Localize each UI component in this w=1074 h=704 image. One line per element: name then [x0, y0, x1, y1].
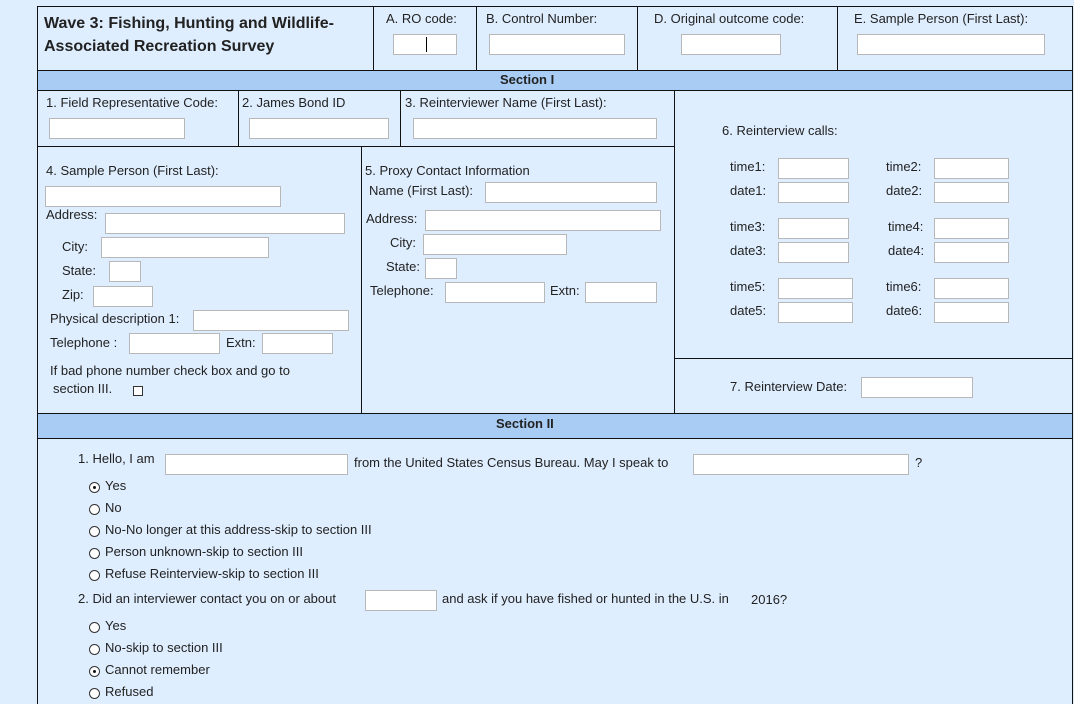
reinterview-date-label: 7. Reinterview Date:	[730, 379, 848, 394]
time3-label: time3:	[730, 219, 766, 234]
date4-label: date4:	[888, 243, 925, 258]
divider	[400, 90, 401, 146]
divider	[1072, 6, 1073, 704]
telephone-label: Telephone :	[50, 335, 118, 350]
proxy-state-label: State:	[386, 259, 420, 274]
sample-person-4-label: 4. Sample Person (First Last):	[46, 163, 219, 178]
address-label: Address:	[46, 207, 98, 222]
speak-to-input[interactable]	[693, 454, 909, 475]
proxy-contact-label: 5. Proxy Contact Information	[365, 163, 530, 178]
divider	[37, 438, 1073, 439]
q2-radio-1[interactable]	[89, 644, 100, 655]
q1-option-label: Person unknown-skip to section III	[105, 544, 303, 559]
city-label: City:	[62, 239, 88, 254]
q1-option-label: Refuse Reinterview-skip to section III	[105, 566, 319, 581]
reinterview-calls-label: 6. Reinterview calls:	[722, 123, 838, 138]
date3-input[interactable]	[778, 242, 849, 263]
control-number-label: B. Control Number:	[486, 11, 598, 26]
section-1-title: Section I	[500, 72, 555, 87]
proxy-telephone-label: Telephone:	[370, 283, 434, 298]
q2-radio-0[interactable]	[89, 622, 100, 633]
state-label: State:	[62, 263, 96, 278]
time2-label: time2:	[886, 159, 922, 174]
date3-label: date3:	[730, 243, 767, 258]
proxy-address-label: Address:	[366, 211, 418, 226]
divider	[674, 358, 1073, 359]
time4-input[interactable]	[934, 218, 1009, 239]
address-input[interactable]	[105, 213, 345, 234]
proxy-city-label: City:	[390, 235, 416, 250]
interviewer-name-input[interactable]	[165, 454, 348, 475]
q2-option-label: No-skip to section III	[105, 640, 223, 655]
field-rep-label: 1. Field Representative Code:	[46, 95, 218, 110]
date2-input[interactable]	[934, 182, 1009, 203]
bad-phone-checkbox[interactable]	[133, 386, 143, 396]
sample-person-input[interactable]	[857, 34, 1045, 55]
q1-option-label: No-No longer at this address-skip to section III	[105, 522, 372, 537]
form-title: Wave 3: Fishing, Hunting and Wildlife-	[44, 15, 334, 32]
q1-prefix: 1. Hello, I am	[78, 451, 155, 466]
time5-input[interactable]	[778, 278, 853, 299]
section-2-title: Section II	[496, 416, 554, 431]
time2-input[interactable]	[934, 158, 1009, 179]
divider	[37, 146, 674, 147]
section-1-header	[37, 70, 1073, 90]
time1-input[interactable]	[778, 158, 849, 179]
divider	[674, 90, 675, 413]
q2-option-label: Yes	[105, 618, 127, 633]
time4-label: time4:	[888, 219, 924, 234]
sample-person-4-input[interactable]	[45, 186, 281, 207]
state-input[interactable]	[109, 261, 141, 282]
ro-code-input[interactable]	[393, 34, 457, 55]
time3-input[interactable]	[778, 218, 849, 239]
q2-radio-2[interactable]	[89, 666, 100, 677]
sample-person-label: E. Sample Person (First Last):	[854, 11, 1029, 26]
q2-radio-3[interactable]	[89, 688, 100, 699]
proxy-extn-label: Extn:	[550, 283, 580, 298]
proxy-state-input[interactable]	[425, 258, 457, 279]
form-title-line2: Associated Recreation Survey	[44, 38, 275, 55]
q1-option-label: No	[105, 500, 122, 515]
divider	[37, 6, 1073, 7]
time5-label: time5:	[730, 279, 766, 294]
q2-middle: and ask if you have fished or hunted in the U.S. in	[442, 591, 729, 606]
zip-input[interactable]	[93, 286, 153, 307]
divider	[37, 6, 38, 704]
divider	[37, 90, 1073, 91]
extn-input[interactable]	[262, 333, 333, 354]
date5-input[interactable]	[778, 302, 853, 323]
contact-date-input[interactable]	[365, 590, 437, 611]
extn-label: Extn:	[226, 335, 256, 350]
time1-label: time1:	[730, 159, 766, 174]
proxy-address-input[interactable]	[425, 210, 661, 231]
reinterviewer-input[interactable]	[413, 118, 657, 139]
q2-option-label: Refused	[105, 684, 154, 699]
divider	[361, 146, 362, 413]
physical-description-input[interactable]	[193, 310, 349, 331]
q2-year: 2016?	[751, 592, 788, 607]
q1-suffix: ?	[915, 455, 923, 470]
james-bond-input[interactable]	[249, 118, 389, 139]
section-2-header	[37, 413, 1073, 438]
q2-option-label: Cannot remember	[105, 662, 210, 677]
date6-label: date6:	[886, 303, 923, 318]
proxy-name-input[interactable]	[485, 182, 657, 203]
q1-radio-0[interactable]	[89, 482, 100, 493]
reinterviewer-label: 3. Reinterviewer Name (First Last):	[405, 95, 607, 110]
field-rep-input[interactable]	[49, 118, 185, 139]
q1-middle: from the United States Census Bureau. May I speak to	[354, 455, 669, 470]
q1-radio-3[interactable]	[89, 548, 100, 559]
divider	[373, 6, 374, 70]
date2-label: date2:	[886, 183, 923, 198]
proxy-city-input[interactable]	[423, 234, 567, 255]
divider	[476, 6, 477, 70]
date4-input[interactable]	[934, 242, 1009, 263]
date6-input[interactable]	[934, 302, 1009, 323]
bad-phone-text-2: section III.	[53, 381, 113, 396]
bad-phone-text: If bad phone number check box and go to	[50, 363, 290, 378]
divider	[37, 70, 1073, 71]
divider	[837, 6, 838, 70]
original-outcome-label: D. Original outcome code:	[654, 11, 805, 26]
divider	[637, 6, 638, 70]
time6-label: time6:	[886, 279, 922, 294]
proxy-telephone-input[interactable]	[445, 282, 545, 303]
date1-input[interactable]	[778, 182, 849, 203]
ro-code-label: A. RO code:	[386, 11, 457, 26]
james-bond-label: 2. James Bond ID	[242, 95, 346, 110]
q1-option-label: Yes	[105, 478, 127, 493]
telephone-input[interactable]	[129, 333, 220, 354]
zip-label: Zip:	[62, 287, 84, 302]
divider	[238, 90, 239, 146]
date5-label: date5:	[730, 303, 767, 318]
proxy-extn-input[interactable]	[585, 282, 657, 303]
q1-radio-4[interactable]	[89, 570, 100, 581]
q2-prefix: 2. Did an interviewer contact you on or about	[78, 591, 336, 606]
reinterview-date-input[interactable]	[861, 377, 973, 398]
proxy-name-label: Name (First Last):	[369, 183, 474, 198]
q1-radio-1[interactable]	[89, 504, 100, 515]
divider	[37, 413, 1073, 414]
text-cursor	[426, 37, 427, 52]
date1-label: date1:	[730, 183, 767, 198]
control-number-input[interactable]	[489, 34, 625, 55]
city-input[interactable]	[101, 237, 269, 258]
physical-description-label: Physical description 1:	[50, 311, 180, 326]
q1-radio-2[interactable]	[89, 526, 100, 537]
time6-input[interactable]	[934, 278, 1009, 299]
original-outcome-input[interactable]	[681, 34, 781, 55]
